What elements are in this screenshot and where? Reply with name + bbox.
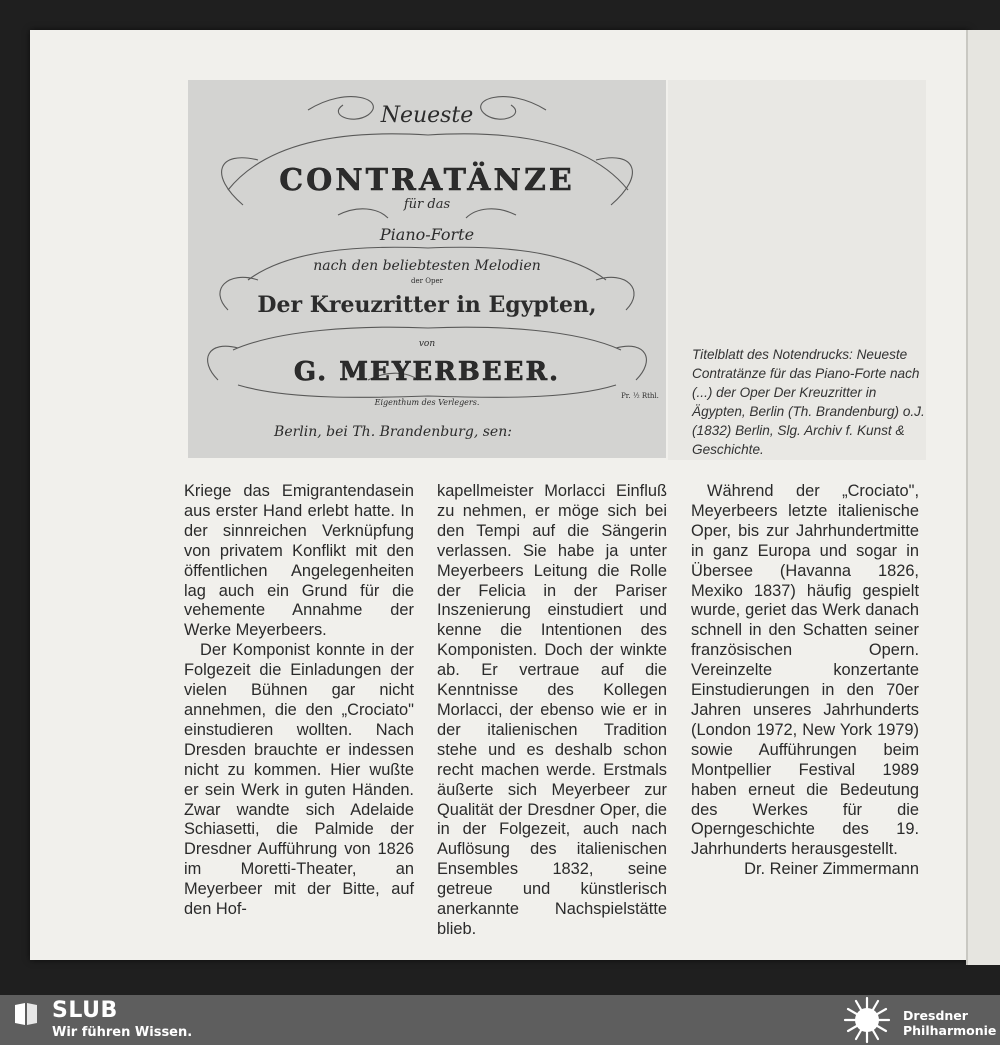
plate-line-publisher: Berlin, bei Th. Brandenburg, sen: <box>274 424 512 440</box>
figure-caption: Titelblatt des Notendrucks: Neueste Contratänze für das Piano-Forte nach (...) der Oper Der Kreuzritter in Ägypten, Berlin (Th. Brandenburg) o.J. (1832) Berlin, Slg. Archiv f. Kunst & Geschichte. <box>692 347 925 457</box>
plate-line-fur-das: für das <box>403 197 451 212</box>
paragraph: Während der „Crociato", Meyerbeers letzte italienische Oper, bis zur Jahrhundertmitte in ganz Europa und sogar in Übersee (Havanna 1826, Mexiko 1837) häufig gespielt wurde, geriet das Werk danach schnell in den Schatten seiner französischen Opern. Vereinzelte konzertante Einstudierungen in den 70er Jahren unseres Jahrhunderts (London 1972, New York 1979) sowie Aufführungen beim Montpellier Festival 1989 haben erneut die Bedeutung des Werkes für die Operngeschichte des 19. Jahrhunderts herausgestellt. <box>691 482 919 859</box>
next-page-edge <box>966 30 1000 965</box>
plate-line-melodien: nach den beliebtesten Melodien <box>313 258 541 274</box>
plate-line-neueste: Neueste <box>380 103 474 128</box>
partner-name-line2: Philharmonie <box>903 1023 997 1038</box>
text-column-1 <box>184 482 414 920</box>
plate-line-contratanze: CONTRATÄNZE <box>279 163 575 198</box>
plate-line-von: von <box>418 339 436 349</box>
dresdner-philharmonie-logo-icon[interactable] <box>842 996 892 1044</box>
plate-line-composer: G. MEYERBEER. <box>293 357 561 387</box>
author-signature: Dr. Reiner Zimmermann <box>744 860 919 879</box>
plate-line-price: Pr. ½ Rthl. <box>621 392 659 400</box>
dresdner-philharmonie-logo-text[interactable] <box>903 1008 996 1038</box>
slub-tagline: Wir führen Wissen. <box>52 1025 193 1040</box>
partner-name-line1: Dresdner <box>903 1008 968 1023</box>
text-column-3 <box>691 482 919 880</box>
paragraph: kapellmeister Morlacci Einfluß zu nehmen, er möge sich bei den Tempi auf die Sängerin verlassen. Sie habe ja unter Meyerbeers Leitung die Rolle der Felicia in der Pariser Inszenierung einstudiert und kenne die Intentionen des Komponisten. Doch der winkte ab. Er vertraue auf die Kenntnisse des Kollegen Morlacci, der ebenso wie er in der italienischen Tradition stehe und es deshalb schon recht machen werde. Erstmals äußerte sich Meyerbeer zur Qualität der Dresdner Oper, die in der Folgezeit, auch nach Auflösung des italienischen Ensembles 1832, seine getreue und künstlerisch anerkannte Nachspielstätte blieb. <box>437 482 667 938</box>
plate-line-eigenthum: Eigenthum des Verlegers. <box>374 398 480 407</box>
slub-book-icon <box>13 1001 39 1027</box>
title-page-illustration <box>188 80 666 458</box>
paragraph: Der Komponist konnte in der Folgezeit die Einladungen der vielen Bühnen gar nicht annehmen, die den „Crociato" einstudieren wollten. Nach Dresden brauchte er indessen nicht zu kommen. Hier wußte er sein Werk in guten Händen. Zwar wandte sich Adelaide Schiasetti, die Palmide der Dresdner Aufführung von 1826 im Moretti-Theater, an Meyerbeer mit der Bitte, auf den Hof- <box>184 641 414 919</box>
plate-line-opera-title: Der Kreuzritter in Egypten, <box>257 292 597 318</box>
plate-line-piano-forte: Piano-Forte <box>379 225 475 244</box>
text-column-2 <box>437 482 667 940</box>
slub-logo-text[interactable]: SLUB <box>52 998 118 1023</box>
paragraph: Kriege das Emigrantendasein aus erster Hand erlebt hatte. In der sinnreichen Verknüpfung von privatem Konflikt mit den öffentlichen Angelegenheiten lag auch ein Grund für die vehemente Annahme der Werke Meyerbeers. <box>184 482 414 640</box>
plate-line-der-oper: der Oper <box>411 277 443 285</box>
